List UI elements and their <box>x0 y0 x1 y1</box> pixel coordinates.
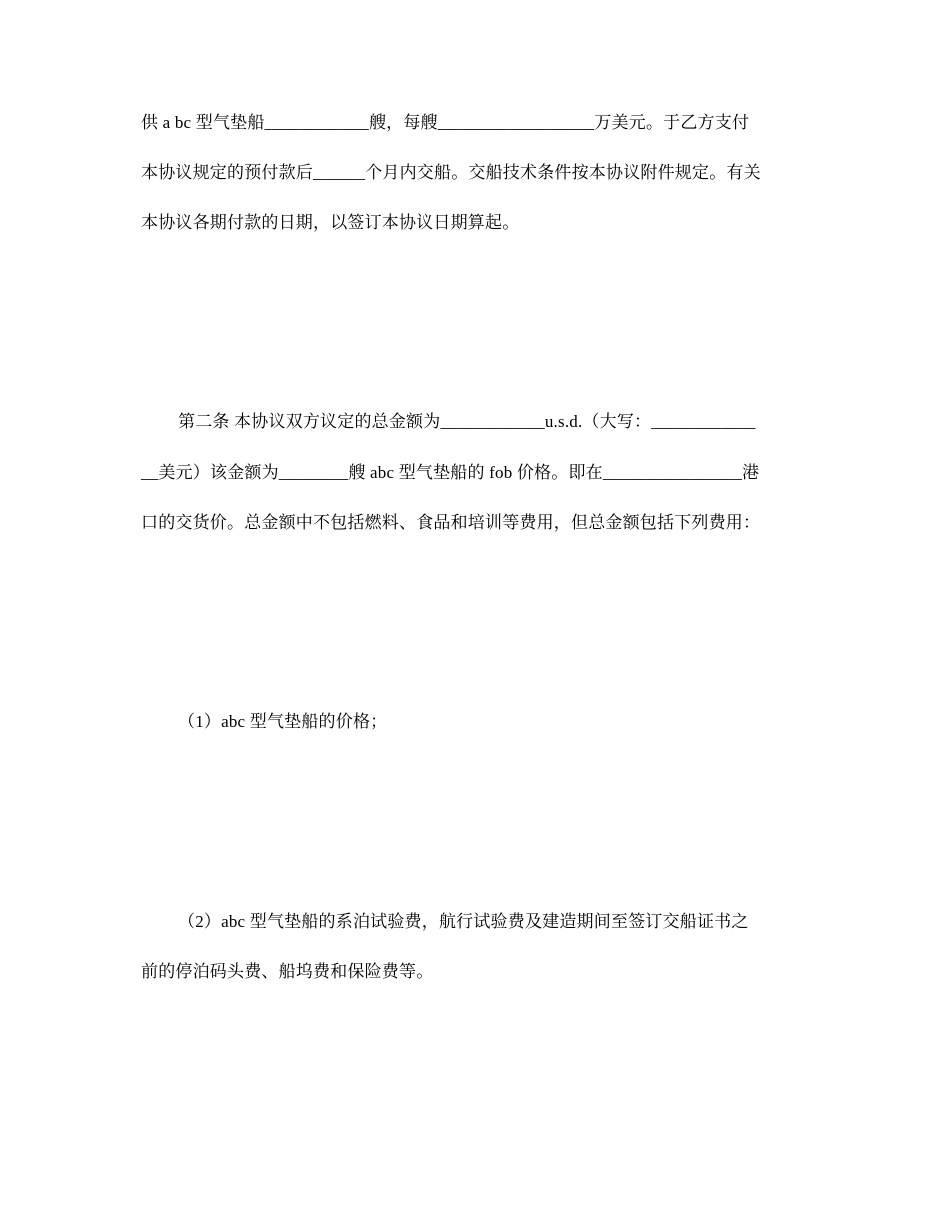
article-2-line-1: 第二条 本协议双方议定的总金额为____________u.s.d.（大写：____________ <box>178 412 756 431</box>
item-2-line-1: （2）abc 型气垫船的系泊试验费，航行试验费及建造期间至签订交船证书之 <box>178 912 749 931</box>
item-2-line-2: 前的停泊码头费、船坞费和保险费等。 <box>141 962 434 981</box>
item-1-line-1: （1）abc 型气垫船的价格； <box>178 712 388 731</box>
article-1-line-1: 供 a bc 型气垫船____________艘，每艘__________________万美元。于乙方支付 <box>141 113 750 132</box>
article-1-line-2: 本协议规定的预付款后______个月内交船。交船技术条件按本协议附件规定。有关 <box>141 163 761 182</box>
article-1-line-3: 本协议各期付款的日期，以签订本协议日期算起。 <box>141 213 520 232</box>
article-2-line-2: __美元）该金额为________艘 abc 型气垫船的 fob 价格。即在________________港 <box>141 463 760 482</box>
article-2-line-3: 口的交货价。总金额中不包括燃料、食品和培训等费用，但总金额包括下列费用： <box>141 513 761 532</box>
